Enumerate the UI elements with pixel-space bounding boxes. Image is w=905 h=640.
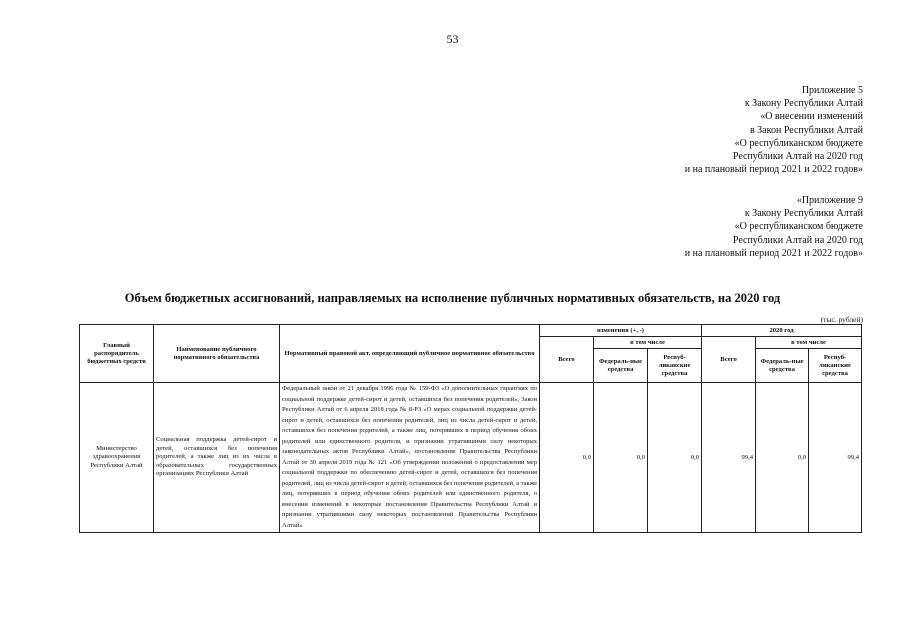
- units-note: (тыс. рублей): [820, 315, 863, 324]
- header-legal-act: Нормативный правовой акт, определяющий публичное нормативное обязательство: [280, 325, 540, 383]
- header-change-including: в том числе: [594, 337, 702, 349]
- appendix-5-line: Приложение 5: [801, 85, 863, 96]
- appendix-5-line: «О республиканском бюджете: [734, 137, 863, 149]
- appendix-5-line: «О внесении изменений: [760, 111, 863, 123]
- header-year-group: 2020 год: [702, 325, 862, 337]
- header-year-republican: Респуб-ликанские средства: [809, 349, 862, 383]
- appendix-5-line: в Закон Республики Алтай: [749, 124, 863, 136]
- header-change-total: Всего: [540, 337, 594, 383]
- appendix-5-caption: [685, 84, 863, 176]
- cell-change-federal: 0,0: [594, 383, 648, 533]
- budget-table: [79, 324, 862, 533]
- document-title: Объем бюджетных ассигнований, направляемых на исполнение публичных нормативных обязательств, на 2020 год: [124, 291, 781, 305]
- appendix-9-caption: [685, 194, 863, 260]
- cell-change-republican: 0,0: [648, 383, 702, 533]
- header-year-including: в том числе: [756, 337, 862, 349]
- cell-year-federal: 0,0: [756, 383, 809, 533]
- cell-legal-act: Федеральный закон от 21 декабря 1996 года № 159-ФЗ «О дополнительных гарантиях по социальной поддержке детей-сирот и детей, оставшихся без попечения родителей», Закон Республики Алтай от 6 апреля 2018 года № 8-РЗ «О мерах социальной поддержки детей-сирот и детей, оставшихся без попечения родителей, лиц из числа детей-сирот и детей, оставшихся без попечения родителей, а также лиц, потерявших в период обучения обоих родителей или единственного родителя, и признании утратившими силу некоторых законодательных актов Республики Алтай», постановление Правительства Республики Алтай от 30 апреля 2019 года № 121 «Об утверждении положений о предоставлении мер социальной поддержки по обеспечению детей-сирот и детей, оставшихся без попечения родителей, лиц из числа детей-сирот и детей, оставшихся без попечения родителей, а также лиц, потерявших в период обучения обоих родителей или единственного родителя, о внесении изменений в некоторые постановления Правительства Республики Алтай и признании утратившими силу некоторых постановлений Правительства Республики Алтай»: [280, 383, 540, 533]
- table-row: [80, 383, 862, 533]
- cell-manager: Министерство здравоохранения Республики Алтай: [80, 383, 154, 533]
- cell-year-total: 99,4: [702, 383, 756, 533]
- appendix-5-line: Республики Алтай на 2020 год: [732, 151, 863, 163]
- header-year-federal: Федераль-ные средства: [756, 349, 809, 383]
- appendix-9-line: Республики Алтай на 2020 год: [732, 234, 863, 246]
- header-main-manager: Главный распорядитель бюджетных средств: [80, 325, 154, 383]
- header-change-republican: Респуб-ликанские средства: [648, 349, 702, 383]
- cell-change-total: 0,0: [540, 383, 594, 533]
- appendix-5-line: к Закону Республики Алтай: [744, 98, 863, 110]
- appendix-9-line: и на плановый период 2021 и 2022 годов»: [684, 247, 863, 259]
- header-obligation-name: Наименование публичного нормативного обязательства: [154, 325, 280, 383]
- page-number: 53: [446, 32, 459, 46]
- appendix-9-line: «О республиканском бюджете: [734, 221, 863, 233]
- header-change-federal: Федераль-ные средства: [594, 349, 648, 383]
- header-year-total: Всего: [702, 337, 756, 383]
- cell-obligation: Социальная поддержка детей-сирот и детей, оставшихся без попечения родителей, а также лиц из их числа в образовательных государственных организациях Республики Алтай: [154, 383, 280, 533]
- appendix-5-line: и на плановый период 2021 и 2022 годов»: [684, 164, 863, 176]
- cell-year-republican: 99,4: [809, 383, 862, 533]
- header-changes-group: изменения (+, -): [540, 325, 702, 337]
- appendix-9-line: к Закону Республики Алтай: [744, 208, 863, 220]
- appendix-9-line: «Приложение 9: [796, 195, 863, 206]
